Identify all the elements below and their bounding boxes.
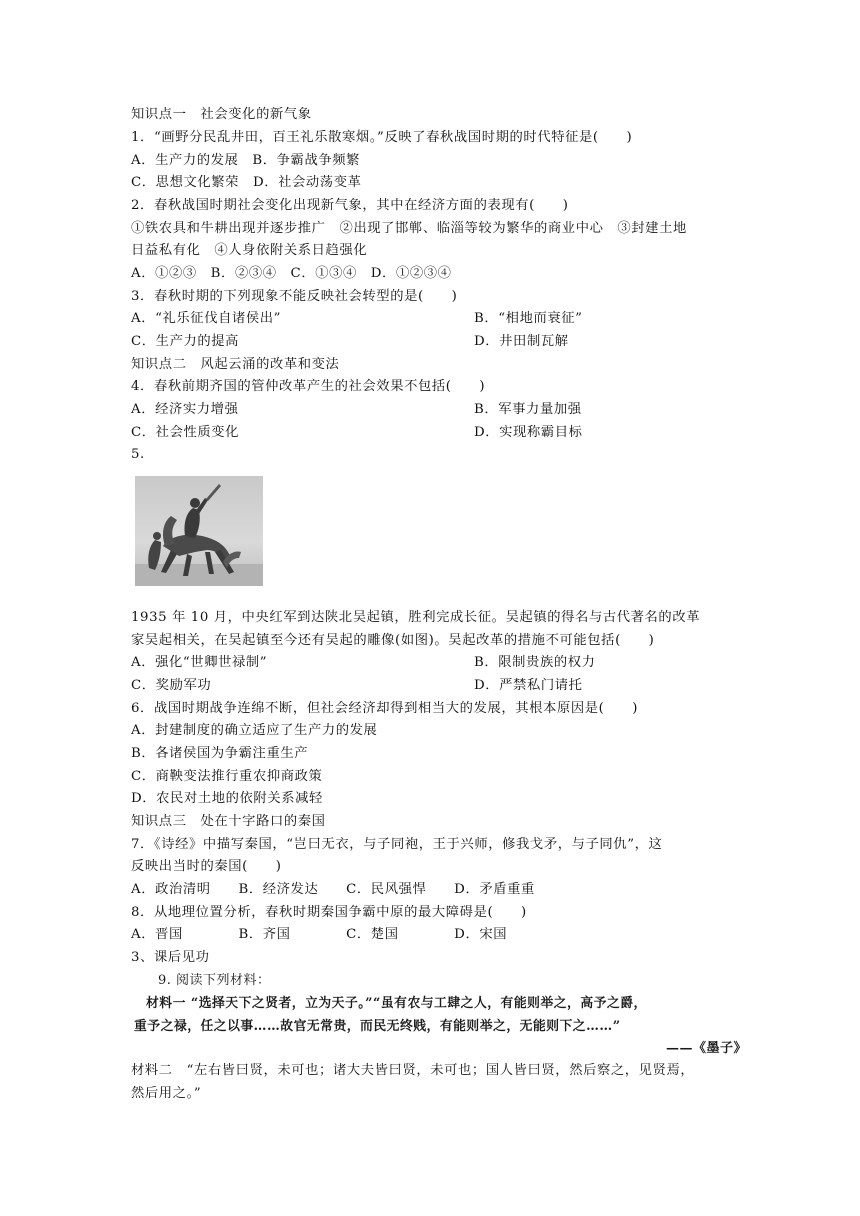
q6-option-b: B．各诸侯国为争霸注重生产 — [131, 746, 309, 761]
q5-options-cd — [131, 677, 731, 695]
q3-options-ab — [131, 310, 731, 328]
q5-text-line1: 1935 年 10 月，中央红军到达陕北吴起镇，胜利完成长征。吴起镇的得名与古代著名的改革 — [131, 610, 701, 625]
section-heading-1: 知识点一 社会变化的新气象 — [131, 107, 312, 122]
q9-material2-line2: 然后用之。” — [131, 1086, 202, 1101]
q3-option-c: C．生产力的提高 — [131, 334, 240, 349]
q5-number: 5. — [131, 447, 145, 462]
q1-stem: 1．“画野分民乱井田，百王礼乐散寒烟。”反映了春秋战国时期的时代特征是( ) — [131, 130, 633, 145]
q4-option-c: C．社会性质变化 — [131, 425, 240, 440]
q8-options: A．晋国 B．齐国 C．楚国 D．宋国 — [131, 927, 508, 942]
q5-options-ab — [131, 654, 731, 672]
q4-option-a: A．经济实力增强 — [131, 402, 239, 417]
q6-stem: 6．战国时期战争连绵不断，但社会经济却得到相当大的发展，其根本原因是( ) — [131, 701, 639, 716]
section-heading-3: 知识点三 处在十字路口的秦国 — [131, 814, 326, 829]
q3-option-a: A．“礼乐征伐自诸侯出” — [131, 311, 282, 326]
q4-stem: 4．春秋前期齐国的管仲改革产生的社会效果不包括( ) — [131, 379, 486, 394]
q4-option-b: B．军事力量加强 — [474, 402, 582, 417]
q4-option-d: D．实现称霸目标 — [474, 425, 583, 440]
q4-options-ab — [131, 401, 731, 419]
q3-option-d: D．井田制瓦解 — [474, 334, 569, 349]
q5-option-c: C．奖励军功 — [131, 678, 212, 693]
q8-stem: 8．从地理位置分析，春秋时期秦国争霸中原的最大障碍是( ) — [131, 905, 527, 920]
wu-qi-statue-photo — [135, 476, 263, 586]
q7-options: A．政治清明 B．经济发达 C．民风强悍 D．矛盾重重 — [131, 882, 535, 897]
q1-options-ab: A．生产力的发展 B．争霸战争频繁 — [131, 153, 361, 168]
q9-material1-line1: 材料一 “选择天下之贤者，立为天子。”“虽有农与工肆之人，有能则举之，高予之爵， — [146, 996, 647, 1011]
q7-stem-line1: 7．《诗经》中描写秦国，“岂曰无衣，与子同袍，王于兴师，修我戈矛，与子同仇”，这 — [131, 837, 663, 852]
q3-options-cd — [131, 333, 731, 351]
q2-stem: 2．春秋战国时期社会变化出现新气象，其中在经济方面的表现有( ) — [131, 198, 569, 213]
after-class-heading: 3、课后见功 — [131, 950, 210, 965]
q9-material2-line1: 材料二 “左右皆曰贤，未可也；诸大夫皆曰贤，未可也；国人皆曰贤，然后察之，见贤焉， — [131, 1063, 695, 1078]
section-heading-2: 知识点二 风起云涌的改革和变法 — [131, 357, 340, 372]
q5-option-b: B．限制贵族的权力 — [474, 655, 596, 670]
q5-option-a: A．强化“世卿世禄制” — [131, 655, 268, 670]
q4-options-cd — [131, 424, 731, 442]
q6-option-d: D．农民对土地的依附关系减轻 — [131, 791, 323, 806]
q5-text-line2: 家吴起相关，在吴起镇至今还有吴起的雕像(如图)。吴起改革的措施不可能包括( ) — [131, 633, 655, 648]
q3-stem: 3．春秋时期的下列现象不能反映社会转型的是( ) — [131, 289, 458, 304]
q7-stem-line2: 反映出当时的秦国( ) — [131, 859, 282, 874]
q9-material1-line2: 重予之禄，任之以事……故官无常贵，而民无终贱，有能则举之，无能则下之……” — [134, 1019, 621, 1034]
q9-material1-source: ——《墨子》 — [666, 1041, 748, 1056]
q2-options: A．①②③ B．②③④ C．①③④ D．①②③④ — [131, 266, 452, 281]
q5-option-d: D．严禁私门请托 — [474, 678, 583, 693]
q6-option-a: A．封建制度的确立适应了生产力的发展 — [131, 723, 378, 738]
q1-options-cd: C．思想文化繁荣 D．社会动荡变革 — [131, 175, 362, 190]
q2-items-line2: 日益私有化 ④人身依附关系日趋强化 — [131, 243, 368, 258]
q2-items-line1: ①铁农具和牛耕出现并逐步推广 ②出现了邯郸、临淄等较为繁华的商业中心 ③封建土地 — [131, 221, 687, 236]
q3-option-b: B．“相地而衰征” — [474, 311, 583, 326]
q6-option-c: C．商鞅变法推行重农抑商政策 — [131, 769, 323, 784]
q9-heading: 9. 阅读下列材料： — [158, 973, 271, 988]
